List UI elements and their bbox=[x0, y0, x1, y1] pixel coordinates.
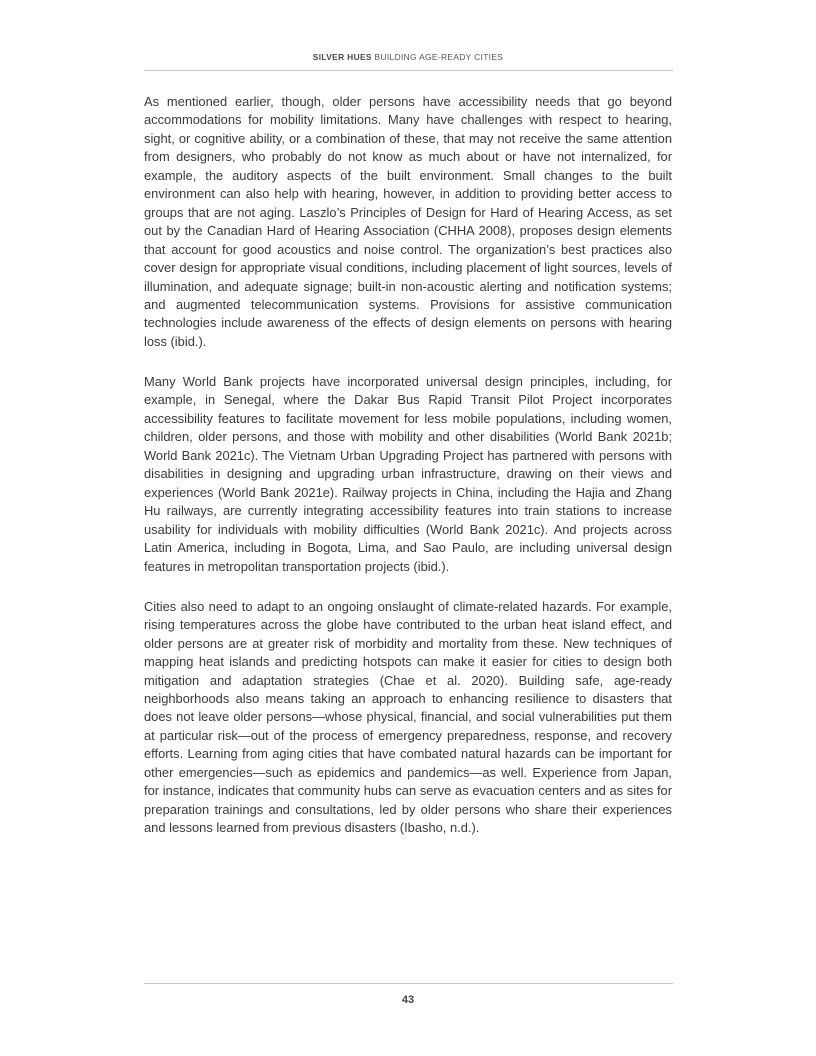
footer-divider bbox=[144, 983, 673, 984]
page-number: 43 bbox=[401, 994, 415, 1006]
paragraph-climate-hazards: Cities also need to adapt to an ongoing onslaught of climate-related hazards. For example, rising temperatures across the globe have contributed to the urban heat island effect, and older persons are at greater risk of morbidity and mortality from these. New techniques of mapping heat islands and predicting hotspots can make it easier for cities to design both mitigation and adaptation strategies (Chae et al. 2020). Building safe, age-ready neighborhoods also means taking an approach to enhancing resilience to disasters that does not leave older persons—whose physical, financial, and social vulnerabilities put them at particular risk—out of the process of emergency preparedness, response, and recovery efforts. Learning from aging cities that have combated natural hazards can be important for other emergencies—such as epidemics and pandemics—as well. Experience from Japan, for instance, indicates that community hubs can serve as evacuation centers and as sites for preparation trainings and consultations, led by older persons who share their experiences and lessons learned from previous disasters (Ibasho, n.d.). bbox=[144, 598, 672, 836]
running-header-subtitle: BUILDING AGE-READY CITIES bbox=[374, 52, 504, 62]
paragraph-accessibility-needs: As mentioned earlier, though, older persons have accessibility needs that go beyond accommodations for mobility limitations. Many have challenges with respect to hearing, sight, or cognitive ability, or a combination of these, that may not receive the same attention from designers, who probably do not know as much about or have not internalized, for example, the auditory aspects of the built environment. Small changes to the built environment can also help with hearing, however, in addition to providing better access to groups that are not aging. Laszlo’s Principles of Design for Hard of Hearing Access, as set out by the Canadian Hard of Hearing Association (CHHA 2008), proposes design elements that account for good acoustics and noise control. The organization’s best practices also cover design for appropriate visual conditions, including placement of light sources, levels of illumination, and adequate signage; built-in non-acoustic alerting and notification systems; and augmented telecommunication systems. Provisions for assistive communication technologies include awareness of the effects of design elements on persons with hearing loss (ibid.). bbox=[144, 94, 672, 349]
body-text bbox=[144, 93, 672, 859]
paragraph-world-bank-projects: Many World Bank projects have incorporated universal design principles, including, for example, in Senegal, where the Dakar Bus Rapid Transit Pilot Project incorporates accessibility features to facilitate movement for less mobile populations, including women, children, older persons, and those with mobility and other disabilities (World Bank 2021b; World Bank 2021c). The Vietnam Urban Upgrading Project has partnered with persons with disabilities in designing and upgrading urban infrastructure, drawing on their views and experiences (World Bank 2021e). Railway projects in China, including the Hajia and Zhang Hu railways, are currently integrating accessibility features into train stations to increase usability for individuals with mobility difficulties (World Bank 2021c). And projects across Latin America, including in Bogota, Lima, and Sao Paulo, are including universal design features in metropolitan transportation projects (ibid.). bbox=[144, 374, 672, 574]
running-header bbox=[0, 52, 816, 62]
running-header-book-title: SILVER HUES bbox=[312, 52, 372, 62]
header-divider bbox=[144, 70, 673, 71]
